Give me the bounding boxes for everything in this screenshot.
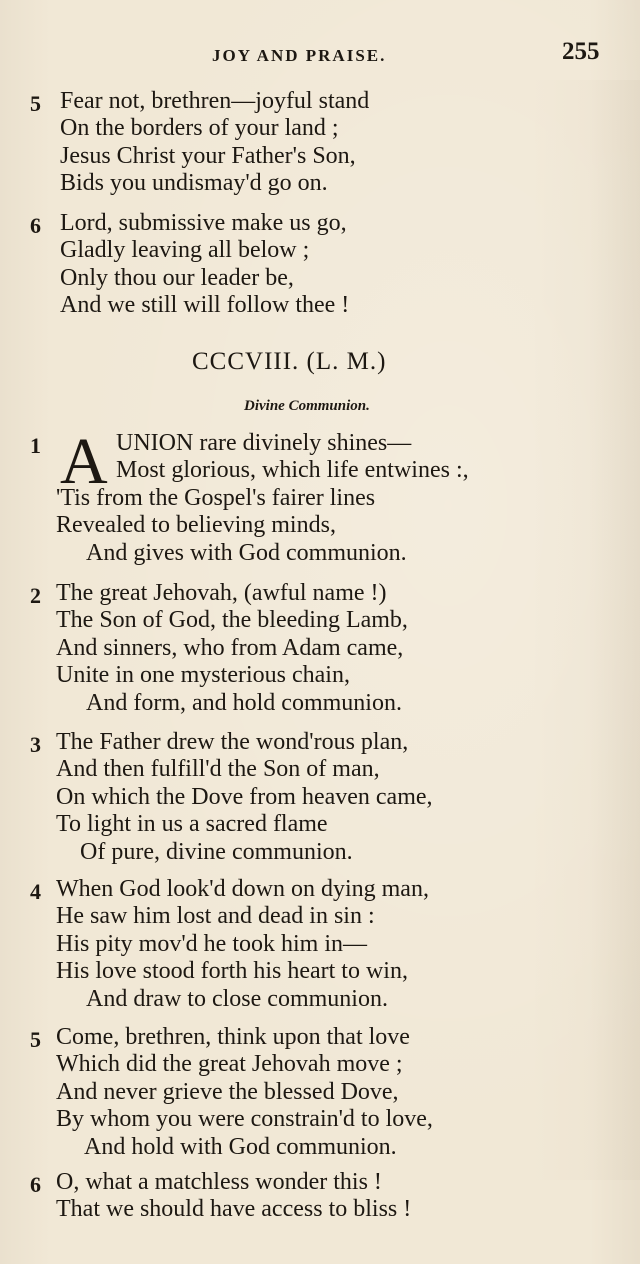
verse-line: Of pure, divine communion.: [80, 839, 353, 865]
stanza-number: 5: [30, 91, 41, 116]
verse-line: His pity mov'd he took him in—: [56, 931, 367, 957]
stanza-number: 4: [30, 879, 41, 904]
verse-line: The Son of God, the bleeding Lamb,: [56, 607, 408, 633]
verse-line: Lord, submissive make us go,: [60, 210, 347, 236]
verse-line: And sinners, who from Adam came,: [56, 635, 404, 661]
verse-line: On which the Dove from heaven came,: [56, 784, 433, 810]
verse-line: UNION rare divinely shines—: [116, 430, 412, 456]
hymn-title: CCCVIII. (L. M.): [192, 348, 387, 375]
verse-line: Unite in one mysterious chain,: [56, 662, 350, 688]
hymn-subtitle: Divine Communion.: [244, 398, 370, 414]
verse-line: And draw to close communion.: [86, 986, 388, 1012]
verse-line: That we should have access to bliss !: [56, 1196, 412, 1222]
verse-line: And hold with God communion.: [84, 1134, 397, 1160]
drop-cap: A: [60, 425, 108, 498]
stanza-number: 6: [30, 1172, 41, 1197]
verse-line: And gives with God communion.: [86, 540, 407, 566]
verse-line: To light in us a sacred flame: [56, 811, 328, 837]
verse-line: By whom you were constrain'd to love,: [56, 1106, 433, 1132]
stanza-number: 3: [30, 732, 41, 757]
page-number: 255: [562, 38, 600, 65]
verse-line: Jesus Christ your Father's Son,: [60, 143, 356, 169]
bleed-through-shadow: [530, 80, 640, 1180]
stanza-number: 2: [30, 583, 41, 608]
stanza-number: 1: [30, 433, 41, 458]
verse-line: And never grieve the blessed Dove,: [56, 1079, 399, 1105]
running-head: JOY AND PRAISE.: [212, 46, 387, 65]
stanza-number: 5: [30, 1027, 41, 1052]
verse-line: Gladly leaving all below ;: [60, 237, 310, 263]
verse-line: Revealed to believing minds,: [56, 512, 336, 538]
verse-line: When God look'd down on dying man,: [56, 876, 429, 902]
stanza-number: 6: [30, 213, 41, 238]
verse-line: He saw him lost and dead in sin :: [56, 903, 375, 929]
verse-line: Fear not, brethren—joyful stand: [60, 88, 370, 114]
verse-line: O, what a matchless wonder this !: [56, 1169, 382, 1195]
verse-line: And then fulfill'd the Son of man,: [56, 756, 380, 782]
verse-line: The Father drew the wond'rous plan,: [56, 729, 409, 755]
verse-line: Come, brethren, think upon that love: [56, 1024, 410, 1050]
verse-line: Only thou our leader be,: [60, 265, 294, 291]
verse-line: His love stood forth his heart to win,: [56, 958, 408, 984]
verse-line: Which did the great Jehovah move ;: [56, 1051, 403, 1077]
verse-line: Most glorious, which life entwines :,: [116, 457, 469, 483]
verse-line: 'Tis from the Gospel's fairer lines: [56, 485, 376, 511]
verse-line: On the borders of your land ;: [60, 115, 339, 141]
verse-line: The great Jehovah, (awful name !): [56, 580, 387, 606]
verse-line: And we still will follow thee !: [60, 292, 350, 318]
verse-line: Bids you undismay'd go on.: [60, 170, 328, 196]
verse-line: And form, and hold communion.: [86, 690, 402, 716]
